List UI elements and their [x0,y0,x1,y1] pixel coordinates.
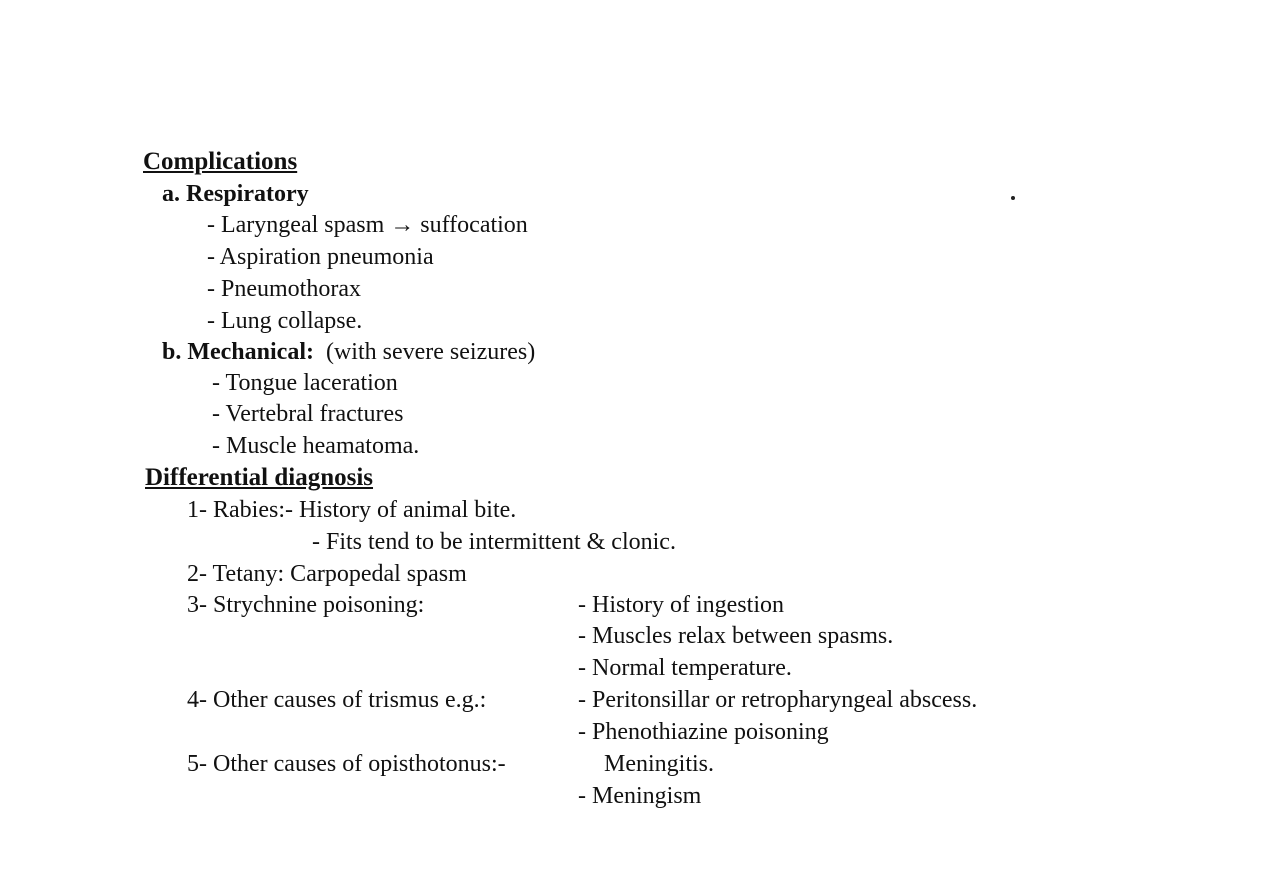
dx-detail: - History of ingestion [578,592,784,618]
dx-label: 1- Rabies:- History of animal bite. [187,497,517,523]
respiratory-item: - Pneumothorax [207,276,361,302]
mechanical-label: b. Mechanical: [162,339,314,365]
dx-detail: - Peritonsillar or retropharyngeal abscess. [578,687,978,713]
respiratory-label: a. Respiratory [162,181,309,207]
mechanical-item: - Muscle heamatoma. [212,433,420,459]
dx-label: 5- Other causes of opisthotonus:- [187,751,506,777]
respiratory-item: - Aspiration pneumonia [207,244,434,270]
dx-detail: - Phenothiazine poisoning [578,719,829,745]
dx-label: 2- Tetany: Carpopedal spasm [187,561,467,587]
mechanical-note: (with severe seizures) [325,339,536,365]
dx-detail: - Normal temperature. [578,655,792,681]
complications-heading: Complications [143,148,298,175]
respiratory-item: - Lung collapse. [207,308,363,334]
dx-detail: - Muscles relax between spasms. [578,623,894,649]
differential-heading: Differential diagnosis [145,464,374,491]
dx-label: 3- Strychnine poisoning: [187,592,425,618]
dx-detail: - Meningism [578,783,702,809]
stray-dot [1011,196,1015,200]
respiratory-item: - Laryngeal spasm → suffocation [207,212,528,238]
mechanical-item: - Tongue laceration [212,370,398,396]
dx-detail: - Fits tend to be intermittent & clonic. [312,529,676,555]
mechanical-line [162,338,535,366]
dx-label: 4- Other causes of trismus e.g.: [187,687,487,713]
mechanical-item: - Vertebral fractures [212,401,404,427]
dx-detail: Meningitis. [604,751,715,777]
